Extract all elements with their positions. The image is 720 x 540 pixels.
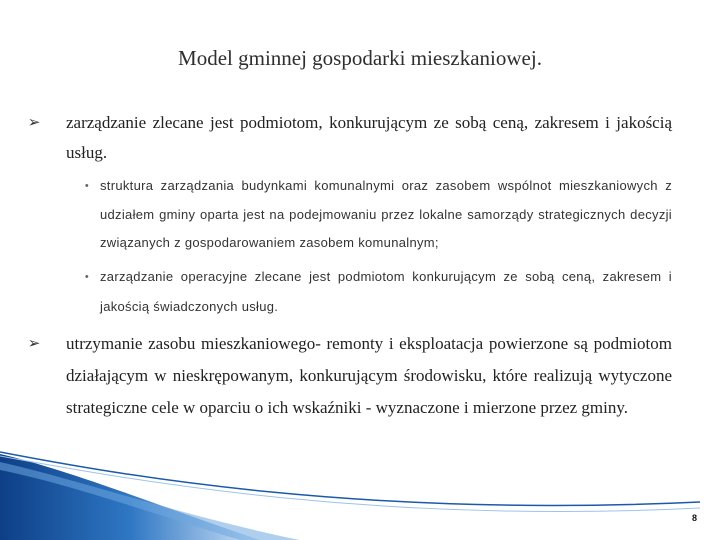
sub-bullet-text-2: zarządzanie operacyjne zlecane jest podmiotom konkurującym ze sobą ceną, zakresem i jakością świadczonych usług. (100, 269, 672, 314)
page-number: 8 (692, 513, 698, 523)
bullet-item-1 (24, 108, 672, 168)
decorative-swoosh (0, 440, 720, 540)
sub-bullet-item-1 (82, 172, 672, 258)
bullet-item-2 (24, 328, 672, 424)
bullet-text-2: utrzymanie zasobu mieszkaniowego- remonty i eksploatacja powierzone są podmiotom działającym w nieskrępowanym, konkurującym środowisku, które realizują wytyczone strategiczne cele w oparciu o ich wskaźniki - wyznaczone i mierzone przez gminy. (66, 334, 672, 417)
arrow-bullet-icon: ➢ (27, 115, 41, 131)
dot-bullet-icon: • (84, 271, 90, 283)
sub-bullet-item-2 (82, 262, 672, 322)
sub-bullet-text-1: struktura zarządzania budynkami komunalnymi oraz zasobem wspólnot mieszkaniowych z udziałem gminy oparta jest na podejmowaniu przez lokalne samorządy strategicznych decyzji związanych z gospodarowaniem zasobem komunalnym; (100, 178, 672, 250)
bullet-text-1: zarządzanie zlecane jest podmiotom, konkurującym ze sobą ceną, zakresem i jakością usług. (66, 113, 672, 162)
dot-bullet-icon: • (84, 180, 90, 192)
slide-title: Model gminnej gospodarki mieszkaniowej. (178, 46, 542, 70)
arrow-bullet-icon: ➢ (27, 336, 41, 352)
